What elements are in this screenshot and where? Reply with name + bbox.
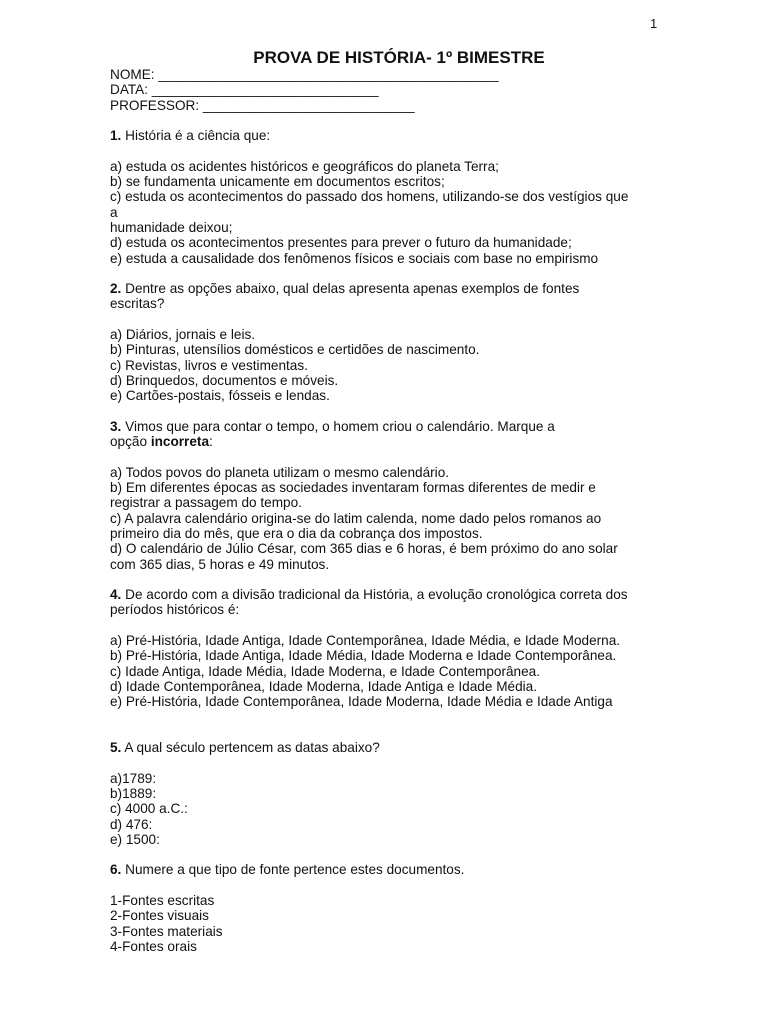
prompt-continuation: períodos históricos é: [110,602,240,618]
page-number: 1 [650,16,658,31]
document-title: PROVA DE HISTÓRIA- 1º BIMESTRE [253,48,545,67]
option: d) estuda os acontecimentos presentes para prever o futuro da humanidade; [110,235,572,251]
field-name: NOME: _____________________________________________ [110,67,499,82]
option: d) Idade Contemporânea, Idade Moderna, Idade Antiga e Idade Média. [110,678,537,694]
option: c) estuda os acontecimentos do passado dos homens, utilizando-se dos vestígios que [110,189,629,205]
option: d) 476: [110,816,153,832]
question-number: 3. [110,418,122,434]
list-item: 3-Fontes materiais [110,923,223,939]
question-prompt [110,862,660,877]
prompt-suffix: : [209,434,213,450]
question-prompt [110,281,660,296]
field-date: DATA: ______________________________ [110,82,379,98]
field-teacher: PROFESSOR: ____________________________ [110,97,415,113]
option: d) O calendário de Júlio César, com 365 dias e 6 horas, é bem próximo do ano solar [110,541,618,557]
prompt-continuation: escritas? [110,296,165,312]
option: c) Revistas, livros e vestimentas. [110,357,308,373]
prompt-text: A qual século pertencem as datas abaixo? [121,740,380,756]
option: b) Pré-História, Idade Antiga, Idade Média, Idade Moderna e Idade Contemporânea. [110,648,617,664]
question-prompt [110,419,660,434]
question-number: 4. [110,587,122,603]
list-item: 2-Fontes visuais [110,908,209,924]
header-fields [110,67,660,113]
option: b) Em diferentes épocas as sociedades inventaram formas diferentes de medir e [110,480,596,496]
option: b) Pinturas, utensílios domésticos e certidões de nascimento. [110,342,480,358]
prompt-text: Numere a que tipo de fonte pertence estes documentos. [121,862,465,878]
option-continuation: registrar a passagem do tempo. [110,495,302,511]
question-3 [110,419,660,572]
document-body [110,67,660,954]
question-prompt [110,128,660,143]
question-number: 6. [110,862,122,878]
question-prompt [110,740,660,755]
option: e) estuda a causalidade dos fenômenos físicos e sociais com base no empirismo [110,250,599,266]
option-continuation: a [110,204,118,220]
question-2 [110,281,660,403]
option-continuation: com 365 dias, 5 horas e 49 minutos. [110,556,330,572]
prompt-emphasis: incorreta [150,434,209,450]
question-1 [110,128,660,266]
option: a) Diários, jornais e leis. [110,327,256,343]
option: a) Pré-História, Idade Antiga, Idade Contemporânea, Idade Média, e Idade Moderna. [110,632,621,648]
option: d) Brinquedos, documentos e móveis. [110,372,339,388]
list-item: 4-Fontes orais [110,938,197,954]
prompt-text: Vimos que para contar o tempo, o homem criou o calendário. Marque a [121,418,555,434]
question-4 [110,587,660,709]
option: e) Cartões-postais, fósseis e lendas. [110,388,330,404]
option: b) se fundamenta unicamente em documentos escritos; [110,174,445,190]
prompt-prefix: opção [110,434,151,450]
option: e) 1500: [110,831,160,847]
option-continuation: primeiro dia do mês, que era o dia da cobrança dos impostos. [110,525,483,541]
option: e) Pré-História, Idade Contemporânea, Idade Moderna, Idade Média e Idade Antiga [110,694,613,710]
question-prompt [110,587,660,602]
option: a) Todos povos do planeta utilizam o mesmo calendário. [110,464,450,480]
prompt-text: De acordo com a divisão tradicional da História, a evolução cronológica correta dos [121,587,628,603]
option-continuation: humanidade deixou; [110,219,233,235]
option: c) 4000 a.C.: [110,801,188,817]
question-number: 5. [110,740,122,756]
question-number: 1. [110,128,122,144]
question-5 [110,740,660,847]
option: c) Idade Antiga, Idade Média, Idade Moderna, e Idade Contemporânea. [110,663,541,679]
list-item: 1-Fontes escritas [110,893,215,909]
option: b)1889: [110,785,157,801]
option: c) A palavra calendário origina-se do latim calenda, nome dado pelos romanos ao [110,510,602,526]
prompt-text: Dentre as opções abaixo, qual delas apresenta apenas exemplos de fontes [121,281,580,297]
option: a) estuda os acidentes históricos e geográficos do planeta Terra; [110,158,499,174]
question-number: 2. [110,281,122,297]
option: a)1789: [110,770,157,786]
prompt-text: História é a ciência que: [121,128,271,144]
prompt-continuation [110,434,660,449]
question-6 [110,862,660,954]
